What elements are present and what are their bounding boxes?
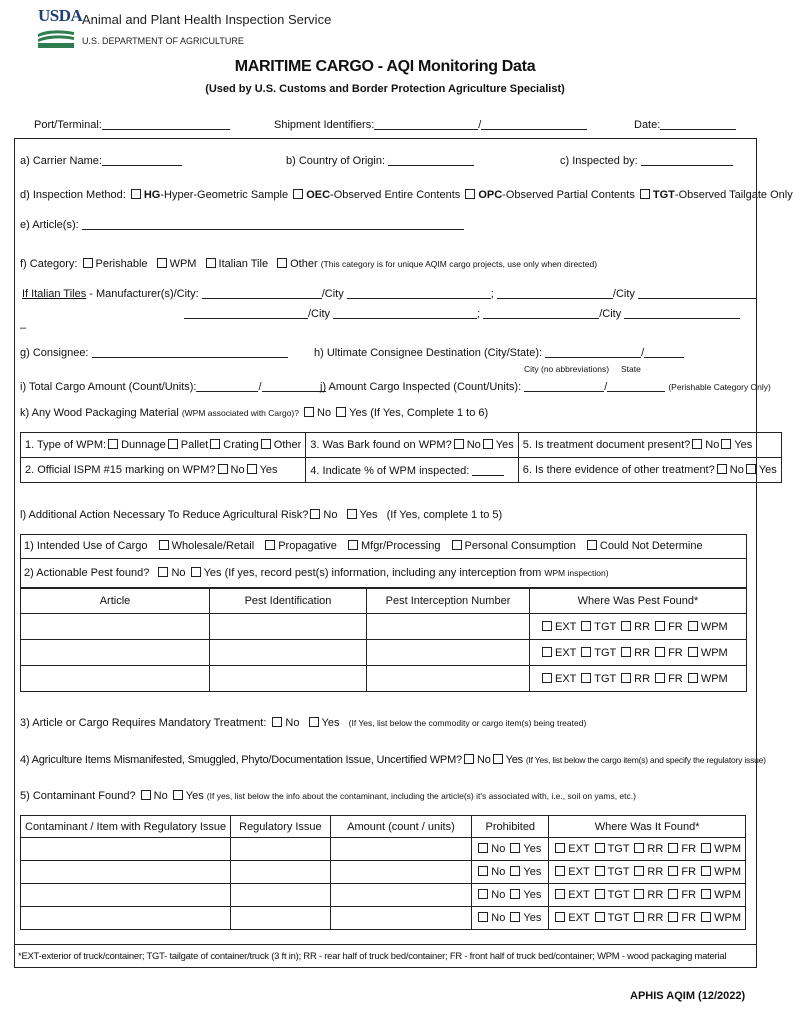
destination-city-field[interactable] <box>545 346 641 358</box>
rr-checkbox[interactable] <box>634 866 644 876</box>
city-field-2[interactable] <box>638 287 756 299</box>
logo-landscape-icon <box>38 26 74 48</box>
bark-yes-checkbox[interactable] <box>483 439 493 449</box>
agency-name: Animal and Plant Health Inspection Service <box>82 12 332 27</box>
carrier-name-field[interactable] <box>102 154 182 166</box>
prohibited-no-checkbox[interactable] <box>478 843 488 853</box>
rr-checkbox[interactable] <box>634 843 644 853</box>
destination-state-field[interactable] <box>644 346 684 358</box>
inspected-units-field[interactable] <box>607 380 665 392</box>
ext-checkbox[interactable] <box>555 866 565 876</box>
cont-col-item: Contaminant / Item with Regulatory Issue <box>21 816 231 838</box>
pest-interception-cell[interactable] <box>367 666 530 692</box>
stray-dash: – <box>20 322 27 334</box>
bark-cell: 3. Was Bark found on WPM? No Yes <box>306 433 518 458</box>
cont-location-cell: EXT TGT RR FR WPM <box>549 884 746 907</box>
personal-consumption-checkbox[interactable] <box>452 540 462 550</box>
form-id: APHIS AQIM (12/2022) <box>630 990 746 1002</box>
tgt-location-checkbox[interactable] <box>595 912 605 922</box>
city-field-4[interactable] <box>624 307 740 319</box>
hg-checkbox[interactable] <box>131 189 141 199</box>
cont-item-cell[interactable] <box>21 838 231 861</box>
department-name: U.S. DEPARTMENT OF AGRICULTURE <box>82 36 244 46</box>
inspected-count-field[interactable] <box>524 380 604 392</box>
pest-found-row: 2) Actionable Pest found? No Yes (If yes, record pest(s) information, including any interception from WPM inspection) <box>24 567 609 579</box>
mismanifested-no-checkbox[interactable] <box>464 754 474 764</box>
pest-location-cell: EXT TGT RR FR WPM <box>530 640 747 666</box>
fr-checkbox[interactable] <box>655 673 665 683</box>
table-row <box>21 614 747 640</box>
contaminant-row: 5) Contaminant Found? No Yes (If yes, list below the info about the contaminant, including the article(s) it's associated with, i.e., soil on yams, etc.) <box>20 790 636 802</box>
tgt-location-checkbox[interactable] <box>595 843 605 853</box>
cont-issue-cell[interactable] <box>231 861 330 884</box>
pest-id-cell[interactable] <box>210 614 367 640</box>
treatment-doc-yes-checkbox[interactable] <box>721 439 731 449</box>
amount-inspected-row: j) Amount Cargo Inspected (Count/Units): / (Perishable Category Only) <box>320 381 771 393</box>
mfgr-checkbox[interactable] <box>348 540 358 550</box>
port-terminal-label: Port/Terminal: <box>34 118 230 131</box>
cont-location-cell: EXT TGT RR FR WPM <box>549 907 746 930</box>
additional-action-row: l) Additional Action Necessary To Reduce Agricultural Risk? No Yes (If Yes, complete 1 to 5) <box>20 509 503 521</box>
wpm-table <box>20 432 782 483</box>
wpm-location-checkbox[interactable] <box>688 647 698 657</box>
ext-checkbox[interactable] <box>555 889 565 899</box>
table-row <box>21 838 746 861</box>
tgt-location-checkbox[interactable] <box>595 866 605 876</box>
logo-text: USDA <box>38 6 83 25</box>
prohibited-cell: No Yes <box>472 838 549 861</box>
shipment-id-field-2[interactable] <box>481 118 587 130</box>
crating-checkbox[interactable] <box>210 439 220 449</box>
pest-interception-cell[interactable] <box>367 640 530 666</box>
pest-id-cell[interactable] <box>210 640 367 666</box>
cont-amount-cell[interactable] <box>330 861 472 884</box>
fr-checkbox[interactable] <box>655 621 665 631</box>
table-row <box>21 640 747 666</box>
prohibited-cell: No Yes <box>472 861 549 884</box>
contaminant-table <box>20 815 746 930</box>
oec-checkbox[interactable] <box>293 189 303 199</box>
action-no-checkbox[interactable] <box>310 509 320 519</box>
ext-checkbox[interactable] <box>555 912 565 922</box>
wpm-type-other-checkbox[interactable] <box>261 439 271 449</box>
date-label: Date: <box>634 118 736 131</box>
cont-issue-cell[interactable] <box>231 884 330 907</box>
cont-col-prohibited: Prohibited <box>472 816 549 838</box>
table-row <box>21 666 747 692</box>
fr-checkbox[interactable] <box>655 647 665 657</box>
consignee-row: g) Consignee: <box>20 346 288 359</box>
contaminant-yes-checkbox[interactable] <box>173 790 183 800</box>
rr-checkbox[interactable] <box>621 673 631 683</box>
cont-amount-cell[interactable] <box>330 907 472 930</box>
articles-row: e) Article(s): <box>20 218 464 231</box>
pest-col-article: Article <box>21 589 210 614</box>
other-treatment-no-checkbox[interactable] <box>717 464 727 474</box>
prohibited-no-checkbox[interactable] <box>478 889 488 899</box>
inspection-method-row: d) Inspection Method: HG-Hyper-Geometric Sample OEC-Observed Entire Contents OPC-Observed Partial Contents TGT-Observed Tailgate Only <box>20 189 793 201</box>
prohibited-cell: No Yes <box>472 907 549 930</box>
ispm-yes-checkbox[interactable] <box>247 464 257 474</box>
treatment-doc-cell: 5. Is treatment document present? No Yes <box>518 433 781 458</box>
prohibited-cell: No Yes <box>472 884 549 907</box>
destination-row: h) Ultimate Consignee Destination (City/State): / <box>314 346 684 359</box>
italian-tiles-row-2: /City ; /City <box>184 307 740 320</box>
wpm-location-checkbox[interactable] <box>701 912 711 922</box>
wpm-location-checkbox[interactable] <box>701 843 711 853</box>
tgt-location-checkbox[interactable] <box>581 647 591 657</box>
manufacturer-field-3[interactable] <box>184 307 308 319</box>
fr-checkbox[interactable] <box>668 889 678 899</box>
manufacturer-field-4[interactable] <box>483 307 599 319</box>
page-subtitle: (Used by U.S. Customs and Border Protection Agriculture Specialist) <box>205 83 565 95</box>
wpm-location-checkbox[interactable] <box>688 673 698 683</box>
wpm-checkbox[interactable] <box>157 258 167 268</box>
table-row <box>21 907 746 930</box>
prohibited-yes-checkbox[interactable] <box>510 912 520 922</box>
cont-amount-cell[interactable] <box>330 838 472 861</box>
wpm-no-checkbox[interactable] <box>304 407 314 417</box>
treatment-no-checkbox[interactable] <box>272 717 282 727</box>
pest-yes-checkbox[interactable] <box>191 567 201 577</box>
state-note: State <box>621 364 641 374</box>
pest-article-cell[interactable] <box>21 614 210 640</box>
wpm-question-row: k) Any Wood Packaging Material (WPM associated with Cargo)? No Yes (If Yes, Complete 1 to 6) <box>20 407 489 419</box>
cont-location-cell: EXT TGT RR FR WPM <box>549 861 746 884</box>
tgt-location-checkbox[interactable] <box>595 889 605 899</box>
could-not-determine-checkbox[interactable] <box>587 540 597 550</box>
inspected-by-field[interactable] <box>641 154 733 166</box>
wholesale-checkbox[interactable] <box>159 540 169 550</box>
other-treatment-cell: 6. Is there evidence of other treatment? No Yes <box>518 458 781 483</box>
prohibited-no-checkbox[interactable] <box>478 912 488 922</box>
prohibited-yes-checkbox[interactable] <box>510 843 520 853</box>
perishable-checkbox[interactable] <box>83 258 93 268</box>
total-cargo-row: i) Total Cargo Amount (Count/Units): / <box>20 380 326 393</box>
pest-article-cell[interactable] <box>21 640 210 666</box>
pest-location-cell: EXT TGT RR FR WPM <box>530 666 747 692</box>
italian-tile-checkbox[interactable] <box>206 258 216 268</box>
wpm-location-checkbox[interactable] <box>688 621 698 631</box>
cont-item-cell[interactable] <box>21 861 231 884</box>
intended-use-row: 1) Intended Use of Cargo Wholesale/Retail Propagative Mfgr/Processing Personal Consumption Could Not Determine <box>24 540 703 552</box>
country-origin-field[interactable] <box>388 154 474 166</box>
cont-item-cell[interactable] <box>21 907 231 930</box>
dunnage-checkbox[interactable] <box>108 439 118 449</box>
total-cargo-count-field[interactable] <box>196 380 258 392</box>
pest-col-interception: Pest Interception Number <box>367 589 530 614</box>
carrier-name-row: a) Carrier Name: <box>20 154 182 167</box>
propagative-checkbox[interactable] <box>265 540 275 550</box>
ext-checkbox[interactable] <box>542 647 552 657</box>
consignee-field[interactable] <box>92 346 288 358</box>
shipment-identifiers-label: Shipment Identifiers: / <box>274 118 587 131</box>
pest-col-identification: Pest Identification <box>210 589 367 614</box>
prohibited-yes-checkbox[interactable] <box>510 866 520 876</box>
ispm-no-checkbox[interactable] <box>218 464 228 474</box>
rr-checkbox[interactable] <box>634 889 644 899</box>
cont-col-issue: Regulatory Issue <box>231 816 330 838</box>
manufacturer-field-2[interactable] <box>497 287 613 299</box>
cont-issue-cell[interactable] <box>231 838 330 861</box>
ext-checkbox[interactable] <box>542 621 552 631</box>
pest-col-where: Where Was Pest Found* <box>530 589 747 614</box>
prohibited-yes-checkbox[interactable] <box>510 889 520 899</box>
wpm-location-checkbox[interactable] <box>701 889 711 899</box>
other-treatment-yes-checkbox[interactable] <box>746 464 756 474</box>
wpm-percent-cell: 4. Indicate % of WPM inspected: <box>306 458 518 483</box>
cont-location-cell: EXT TGT RR FR WPM <box>549 838 746 861</box>
wpm-percent-field[interactable] <box>472 464 504 476</box>
category-row: f) Category: Perishable WPM Italian Tile Other (This category is for unique AQIM cargo projects, use only when directed) <box>20 258 598 270</box>
ext-checkbox[interactable] <box>542 673 552 683</box>
cont-col-amount: Amount (count / units) <box>330 816 472 838</box>
wpm-yes-checkbox[interactable] <box>336 407 346 417</box>
city-field-1[interactable] <box>347 287 491 299</box>
city-field-3[interactable] <box>333 307 477 319</box>
cont-amount-cell[interactable] <box>330 884 472 907</box>
pest-location-cell: EXT TGT RR FR WPM <box>530 614 747 640</box>
wpm-type-cell: 1. Type of WPM: Dunnage Pallet Crating Other <box>21 433 306 458</box>
pest-article-cell[interactable] <box>21 666 210 692</box>
table-row <box>21 884 746 907</box>
contaminant-no-checkbox[interactable] <box>141 790 151 800</box>
tgt-location-checkbox[interactable] <box>581 621 591 631</box>
fr-checkbox[interactable] <box>668 843 678 853</box>
shipment-id-field-1[interactable] <box>374 118 478 130</box>
pallet-checkbox[interactable] <box>168 439 178 449</box>
ext-checkbox[interactable] <box>555 843 565 853</box>
other-checkbox[interactable] <box>277 258 287 268</box>
prohibited-no-checkbox[interactable] <box>478 866 488 876</box>
inspected-by-row: c) Inspected by: <box>560 154 733 167</box>
page-title: MARITIME CARGO - AQI Monitoring Data <box>234 58 536 75</box>
italian-tiles-row-1: If Italian Tiles - Manufacturer(s)/City: /City ; /City <box>22 287 756 300</box>
city-note: City (no abbreviations) <box>524 364 610 374</box>
total-cargo-units-field[interactable] <box>262 380 326 392</box>
mismanifested-yes-checkbox[interactable] <box>493 754 503 764</box>
fr-checkbox[interactable] <box>668 866 678 876</box>
bark-no-checkbox[interactable] <box>454 439 464 449</box>
rr-checkbox[interactable] <box>634 912 644 922</box>
mandatory-treatment-row: 3) Article or Cargo Requires Mandatory Treatment: No Yes (If Yes, list below the commodity or cargo item(s) being treated) <box>20 717 587 729</box>
articles-field[interactable] <box>82 218 464 230</box>
manufacturer-field-1[interactable] <box>202 287 322 299</box>
opc-checkbox[interactable] <box>465 189 475 199</box>
cont-issue-cell[interactable] <box>231 907 330 930</box>
wpm-location-checkbox[interactable] <box>701 866 711 876</box>
pest-id-cell[interactable] <box>210 666 367 692</box>
port-terminal-field[interactable] <box>102 118 230 130</box>
footnote: *EXT-exterior of truck/container; TGT- tailgate of container/truck (3 ft in); RR - rear half of truck bed/container; FR - front half of truck bed/container; WPM - wood packaging material <box>18 950 727 961</box>
table-row <box>21 861 746 884</box>
rr-checkbox[interactable] <box>621 621 631 631</box>
rr-checkbox[interactable] <box>621 647 631 657</box>
pest-table <box>20 588 747 692</box>
action-yes-checkbox[interactable] <box>347 509 357 519</box>
treatment-yes-checkbox[interactable] <box>309 717 319 727</box>
fr-checkbox[interactable] <box>668 912 678 922</box>
footnote-divider <box>14 944 757 945</box>
date-field[interactable] <box>660 118 736 130</box>
usda-logo <box>38 6 83 48</box>
pest-no-checkbox[interactable] <box>158 567 168 577</box>
cont-col-where: Where Was It Found* <box>549 816 746 838</box>
country-origin-row: b) Country of Origin: <box>286 154 474 167</box>
pest-interception-cell[interactable] <box>367 614 530 640</box>
ispm-cell: 2. Official ISPM #15 marking on WPM? No Yes <box>21 458 306 483</box>
treatment-doc-no-checkbox[interactable] <box>692 439 702 449</box>
tgt-location-checkbox[interactable] <box>581 673 591 683</box>
tgt-checkbox[interactable] <box>640 189 650 199</box>
cont-item-cell[interactable] <box>21 884 231 907</box>
mismanifested-row: 4) Agriculture Items Mismanifested, Smuggled, Phyto/Documentation Issue, Uncertified WPM? No Yes (If Yes, list below the cargo item(s) and specify the regulatory issue) <box>20 754 766 766</box>
